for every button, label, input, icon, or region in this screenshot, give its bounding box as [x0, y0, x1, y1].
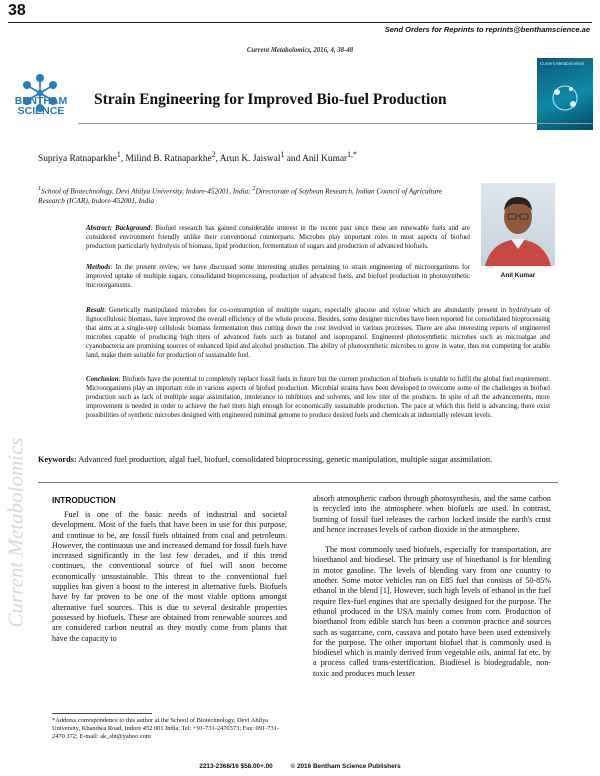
title-rule	[78, 123, 593, 124]
journal-citation: Current Metabolomics, 2016, 4, 38-48	[246, 47, 354, 54]
author-name: Supriya Ratnaparkhe	[38, 154, 117, 165]
affil-text: Directorate of Soybean Research, Indian Council of Agriculture Research (ICAR), Indore-452001, India	[38, 186, 443, 205]
abstract-background	[86, 224, 470, 251]
reprints-notice: Send Orders for Reprints to reprints@benthamscience.ae	[384, 25, 590, 34]
author-sep: ,	[120, 154, 126, 165]
cover-molecule-icon	[545, 78, 585, 118]
author-name: Anil Kumar	[302, 154, 348, 165]
intro-right-column	[313, 494, 551, 679]
affil-sup: 2	[252, 186, 256, 192]
journal-cover-thumbnail	[537, 58, 593, 130]
abstract-result-label: Result	[86, 307, 104, 314]
abstract-methods-label: Methods	[86, 264, 111, 271]
section-heading: INTRODUCTION	[52, 495, 116, 505]
bentham-science-wordmark	[4, 96, 78, 116]
abstract-background-label: Abstract: Background	[86, 225, 151, 232]
author-sup: 1,*	[347, 150, 357, 159]
page-number: 38	[8, 2, 26, 19]
article-title: Strain Engineering for Improved Bio-fuel Production	[94, 91, 447, 108]
author-list	[38, 150, 357, 164]
affil-sup: 1	[38, 186, 42, 192]
abstract-result-text: : Genetically manipulated microbes for co-consumption of multiple sugars, especially glucose and xylose which are abundantly present in hydrolysate of lignocellulosic biomass, have improved the overall efficiency of the whole process. Besides, some designer microbes have been reported for consolidated bioprocessing that aims at a single-step cellulosic biomass fermentation thus cutting down the cost involved in various processes. There are also interesting reports of engineered microbes capable of producing high titers of advanced fuels such as butanol and isopropanol. Engineered photosynthetic microbes such as microalgae and cyanobacteria are promising sources of enhanced lipid and alcohol production. The ability of photosynthetic microbes to grow in water, thus not competing for arable land, make them suitable for production of sustainable fuel.	[86, 307, 550, 360]
author-sup: 2	[211, 150, 216, 159]
footnote-rule	[52, 713, 152, 714]
author-name: Milind B. Ratnaparkhe	[125, 154, 212, 165]
keywords-rule	[38, 482, 558, 483]
abstract-methods-text: : In the present review, we have discussed some interesting studies pertaining to strain engineering of microorganisms for improved uptake of multiple sugars, consolidated bioprocessing, production of advanced fuels, and biofuel production in photosynthetic microorganisms.	[86, 264, 470, 290]
paragraph: absorb atmospheric carbon through photosynthesis, and the same carbon is recycled into the atmosphere when biofuels are used. In contrast, burning of fossil fuel releases the carbon locked inside the earth's crust and hence increases levels of carbon dioxide in the atmosphere.	[313, 494, 551, 534]
abstract-conclusion-label: Conclusion	[86, 376, 119, 383]
keywords-label: Keywords:	[38, 455, 77, 464]
paragraph: Fuel is one of the basic needs of industrial and societal development. Most of the fuels that have been in use for this purpose, and continue to be, are fossil fuels obtained from coal and petroleum. However, the continuous use and increased demand for fossil fuels have increased significantly in the last few decades, and if this trend continues, the conventional source of fuel will soon become economically unsustainable. This threat to the conventional fuel supplies has given a boost to the interest in alternative fuels. Biofuels have by far proven to be one of the most viable options amongst alternative fuel sources. This is due to several desirable properties possessed by biofuels. These are obtained from renewable sources and are considered carbon neutral as they mostly come from plants that have the capacity to	[52, 510, 287, 643]
author-sup: 1	[280, 150, 285, 159]
author-photo	[481, 183, 555, 266]
correspondence-footnote: *Address correspondence to this author at the School of Biotechnology, Devi Ahilya University, Khandwa Road, Indore 452 001 India; Tel: +91-731-2470373; Fax: 091-731-2470 372; E-mail: ak_sbt@yahoo.com	[52, 717, 279, 741]
keywords	[38, 455, 558, 466]
bentham-logo-icon	[10, 58, 70, 128]
abstract-result	[86, 306, 550, 361]
author-portrait-icon	[481, 183, 555, 266]
side-watermark: Current Metabolomics	[3, 437, 28, 628]
author-name: Arun K. Jaiswal	[219, 154, 281, 165]
cover-journal-name: Current Metabolomics	[540, 61, 585, 66]
abstract-background-text: : Biofuel research has gained considerable interest in the recent past since these are renewable fuels and are considered environment friendly unlike their conventional counterparts. Microbes play important roles in most aspects of biofuel production particularly hydrolysis of biomass, lipid production, fermentation of sugars and production of advanced biofuels.	[86, 225, 470, 251]
intro-left-column	[52, 510, 287, 644]
keywords-text: Advanced fuel production, algal fuel, biofuel, consolidated bioprocessing, genetic manipulation, multiple sugar assimilation.	[76, 455, 493, 464]
abstract-conclusion	[86, 375, 550, 420]
abstract-conclusion-text: : Biofuels have the potential to completely replace fossil fuels in future but the current production of biofuels is unable to fulfil the global fuel requirement. Microorganisms play an important role in various aspects of biofuel production. Microbial strains have been developed to overcome some of the challenges in biofuel production such as lack of multiple sugar assimilation, intolerance to inhibitors and solvents, and low titer of the products. In spite of all the advancements, more improvement is needed in order to achieve the fuel titers high enough for economically sustainable production. The pace at which this field is advancing, there exist possibilities of synthetic microbes designed with engineered minimal genome to produce desired fuels and chemicals at industrially relevant levels.	[86, 376, 550, 420]
affil-text: School of Biotechnology, Devi Ahilya University, Indore-452001, India;	[41, 186, 253, 196]
logo-line-2: SCIENCE	[17, 105, 65, 117]
affiliations	[38, 185, 468, 205]
header-rule	[8, 22, 592, 23]
author-sep: and	[284, 154, 303, 165]
author-sup: 1	[116, 150, 121, 159]
paragraph: The most commonly used biofuels, especially for transportation, are bioethanol and biodiesel. The primary use of bioethanol is for blending in motor gasoline. The levels of blending vary from one country to another. Some motor vehicles run on E85 fuel that consists of 50-85% ethanol in the blend [1]. However, such high levels of ethanol in the fuel require flex-fuel engines that are specially designed for the purpose. The ethanol produced in the USA mainly comes from corn. Production of bioethanol from edible starch has been a common practice and sources such as sugarcane, corn, cassava and potato have been used extensively for the purpose. The other important biofuel that is commonly used is biodiesel which is mainly derived from vegetable oils, animal fat etc. by a process called trans-esterification. Biodiesel is biodegradable, non-toxic and produces much lesser	[313, 545, 551, 678]
author-sep: ,	[215, 154, 220, 165]
photo-caption: Anil Kumar	[500, 272, 536, 279]
bottom-line: 2213-2368/16 $58.00+.00 © 2016 Bentham Science Publishers	[199, 763, 401, 770]
logo-line-1: BENTHAM	[14, 95, 68, 107]
abstract-methods	[86, 263, 470, 290]
